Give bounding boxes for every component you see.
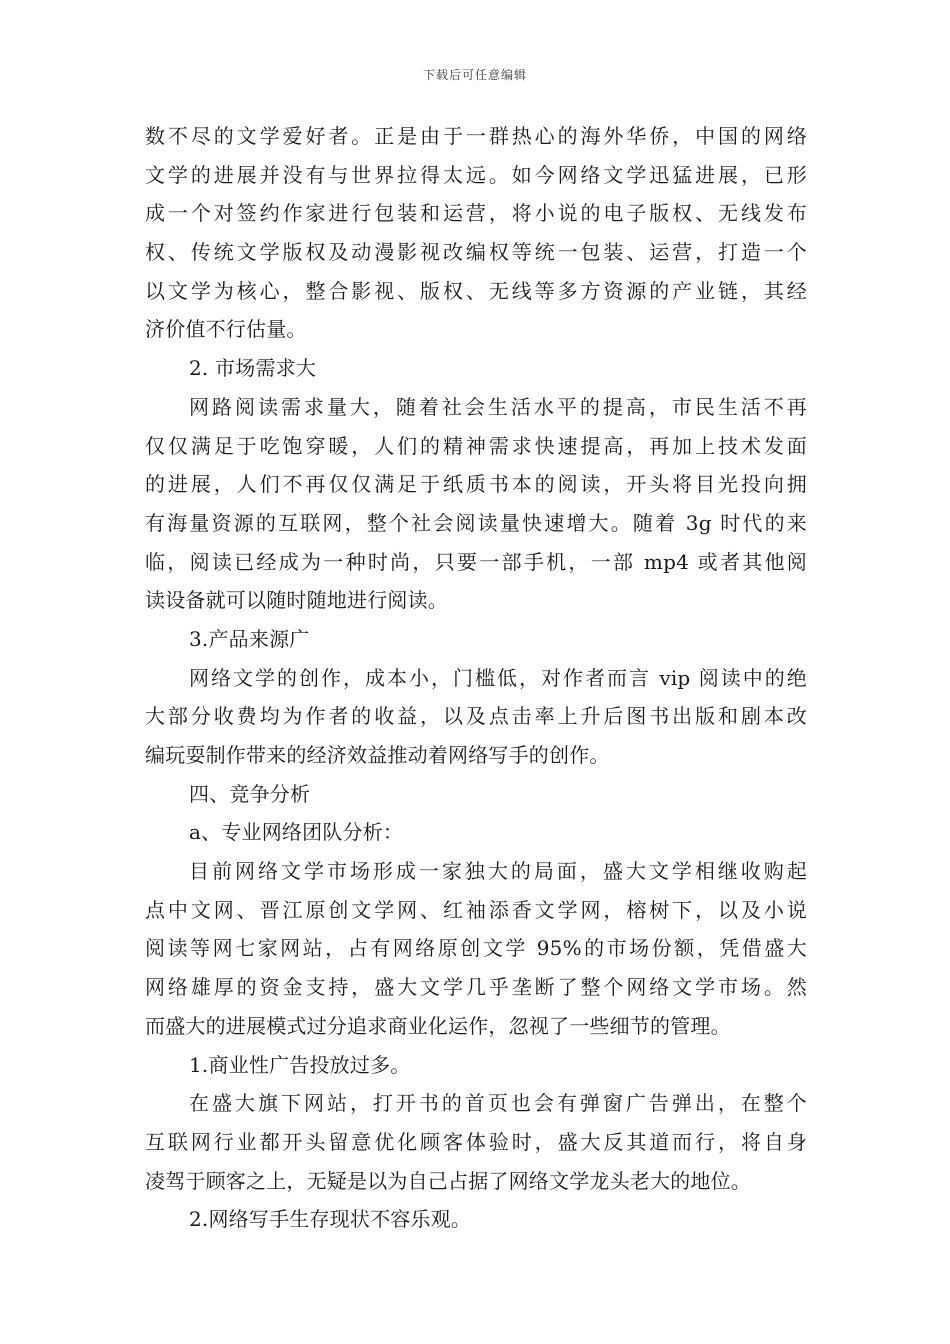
- text-line: 在盛大旗下网站，打开书的首页也会有弹窗广告弹出，在整个: [189, 1091, 807, 1116]
- section-heading: 2.网络写手生存现状不容乐观。: [189, 1207, 472, 1232]
- text-line: 权、传统文学版权及动漫影视改编权等统一包装、运营，打造一个: [145, 240, 807, 265]
- text-line: 网络雄厚的资金支持，盛大文学几乎垄断了整个网络文学市场。然: [145, 975, 807, 1000]
- text-line: 仅仅满足于吃饱穿暖，人们的精神需求快速提高，再加上技术发面: [145, 433, 807, 458]
- text-line: 济价值不行估量。: [145, 317, 307, 342]
- page-header: 下载后可任意编辑: [422, 68, 527, 82]
- section-heading: 3.产品来源广: [189, 626, 310, 651]
- text-line: 大部分收费均为作者的收益，以及点击率上升后图书出版和剧本改: [145, 704, 807, 729]
- text-line: 的进展，人们不再仅仅满足于纸质书本的阅读，开头将目光投向拥: [145, 472, 807, 497]
- text-line: 以文学为核心，整合影视、版权、无线等多方资源的产业链，其经: [145, 278, 807, 303]
- text-line: 网络文学的创作，成本小，门槛低，对作者而言 vip 阅读中的绝: [189, 665, 807, 690]
- text-line: 而盛大的进展模式过分追求商业化运作，忽视了一些细节的管理。: [145, 1013, 731, 1038]
- text-line: 阅读等网七家网站，占有网络原创文学 95%的市场份额，凭借盛大: [145, 936, 807, 961]
- section-heading: 四、竞争分析: [189, 781, 311, 806]
- text-line: 网路阅读需求量大，随着社会生活水平的提高，市民生活不再: [189, 394, 807, 419]
- text-line: 编玩耍制作带来的经济效益推动着网络写手的创作。: [145, 743, 610, 767]
- text-line: 互联网行业都开头留意优化顾客体验时，盛大反其道而行，将自身: [145, 1129, 807, 1154]
- text-line: 点中文网、晋江原创文学网、红袖添香文学网，榕树下，以及小说: [145, 897, 807, 922]
- body-text: [145, 117, 807, 1239]
- section-heading: 2. 市场需求大: [189, 356, 317, 381]
- text-line: 凌驾于顾客之上，无疑是以为自己占据了网络文学龙头老大的地位。: [145, 1168, 751, 1193]
- text-line: 读设备就可以随时随地进行阅读。: [145, 588, 448, 613]
- section-heading: 1.商业性广告投放过多。: [189, 1052, 411, 1077]
- section-heading: a、专业网络团队分析：: [189, 820, 404, 845]
- text-line: 目前网络文学市场形成一家独大的局面，盛大文学相继收购起: [189, 859, 807, 884]
- text-line: 有海量资源的互联网，整个社会阅读量快速增大。随着 3g 时代的来: [145, 510, 807, 535]
- text-line: 临，阅读已经成为一种时尚，只要一部手机，一部 mp4 或者其他阅: [145, 549, 807, 574]
- text-line: 成一个对签约作家进行包装和运营，将小说的电子版权、无线发布: [145, 201, 807, 226]
- text-line: 数不尽的文学爱好者。正是由于一群热心的海外华侨，中国的网络: [145, 124, 807, 148]
- text-line: 文学的进展并没有与世界拉得太远。如今网络文学迅猛进展，已形: [145, 162, 807, 187]
